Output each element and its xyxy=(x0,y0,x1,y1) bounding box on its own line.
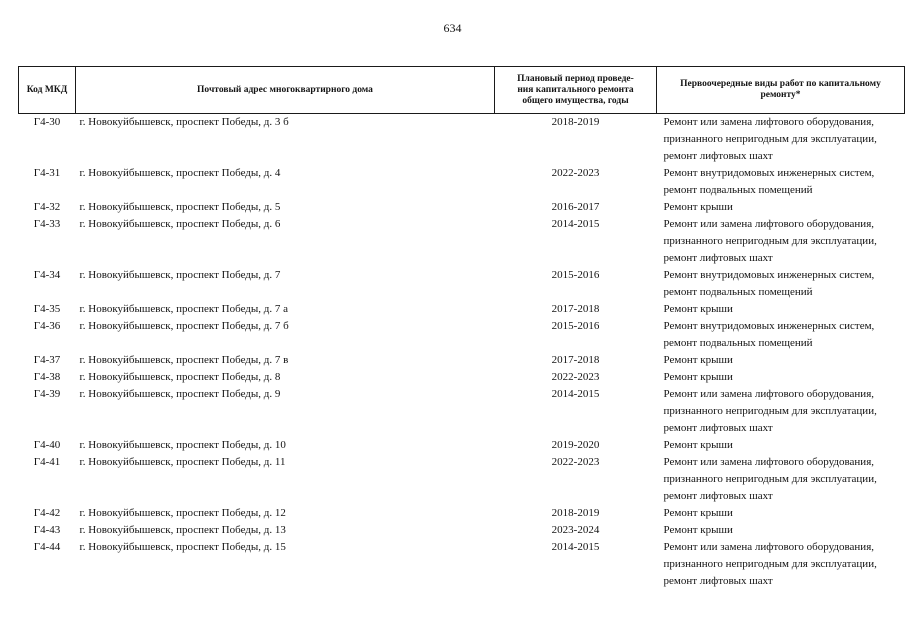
header-period-line: Плановый период проведе- xyxy=(517,73,634,84)
works-cell xyxy=(657,505,905,522)
table-row xyxy=(19,454,905,505)
mkd-code-cell: Г4-40 xyxy=(33,439,61,451)
mkd-code-cell: Г4-36 xyxy=(33,320,61,332)
address-cell: г. Новокуйбышевск, проспект Победы, д. 7 xyxy=(79,269,281,281)
address-cell: г. Новокуйбышевск, проспект Победы, д. 10 xyxy=(79,439,286,451)
works-line: Ремонт крыши xyxy=(663,201,733,213)
table-row xyxy=(19,114,905,166)
mkd-code-cell: Г4-44 xyxy=(33,541,61,553)
mkd-code-cell: Г4-39 xyxy=(33,388,61,400)
works-line: Ремонт или замена лифтового оборудования, xyxy=(663,456,875,468)
period-cell: 2022-2023 xyxy=(551,371,600,383)
works-cell xyxy=(657,369,905,386)
header-period-line: ния капитального ремонта xyxy=(517,84,634,95)
mkd-code-cell: Г4-41 xyxy=(33,456,61,468)
mkd-code-cell: Г4-34 xyxy=(33,269,61,281)
works-cell xyxy=(657,522,905,539)
works-cell xyxy=(657,352,905,369)
works-cell xyxy=(657,267,905,301)
works-cell xyxy=(657,216,905,267)
works-line: признанного непригодным для эксплуатации, xyxy=(663,405,877,417)
mkd-code-cell: Г4-33 xyxy=(33,218,61,230)
period-cell: 2014-2015 xyxy=(551,218,600,230)
works-line: Ремонт крыши xyxy=(663,439,733,451)
table-body xyxy=(19,114,905,591)
period-cell: 2019-2020 xyxy=(551,439,600,451)
works-line: ремонт лифтовых шахт xyxy=(663,422,773,434)
works-line: Ремонт внутридомовых инженерных систем, xyxy=(663,167,875,179)
mkd-code-cell: Г4-43 xyxy=(33,524,61,536)
header-period-line: общего имущества, годы xyxy=(522,95,629,106)
works-cell xyxy=(657,386,905,437)
works-line: ремонт лифтовых шахт xyxy=(663,490,773,502)
works-line: ремонт подвальных помещений xyxy=(663,286,813,298)
works-line: ремонт лифтовых шахт xyxy=(663,150,773,162)
period-cell: 2016-2017 xyxy=(551,201,600,213)
header-address: Почтовый адрес многоквартирного дома xyxy=(76,67,495,114)
address-cell: г. Новокуйбышевск, проспект Победы, д. 7 б xyxy=(79,320,289,332)
address-cell: г. Новокуйбышевск, проспект Победы, д. 7 а xyxy=(79,303,289,315)
works-cell xyxy=(657,199,905,216)
table-row xyxy=(19,352,905,369)
table-row xyxy=(19,301,905,318)
table-row xyxy=(19,165,905,199)
table-row xyxy=(19,539,905,590)
works-line: Ремонт крыши xyxy=(663,524,733,536)
address-cell: г. Новокуйбышевск, проспект Победы, д. 15 xyxy=(79,541,286,553)
works-cell xyxy=(657,318,905,352)
period-cell: 2014-2015 xyxy=(551,388,600,400)
address-cell: г. Новокуйбышевск, проспект Победы, д. 3 б xyxy=(79,116,289,128)
period-cell: 2023-2024 xyxy=(551,524,600,536)
header-period xyxy=(495,67,657,114)
table-row xyxy=(19,505,905,522)
address-cell: г. Новокуйбышевск, проспект Победы, д. 4 xyxy=(79,167,281,179)
works-line: признанного непригодным для эксплуатации, xyxy=(663,558,877,570)
mkd-code-cell: Г4-30 xyxy=(33,116,61,128)
works-line: Ремонт или замена лифтового оборудования, xyxy=(663,388,875,400)
mkd-code-cell: Г4-35 xyxy=(33,303,61,315)
works-cell xyxy=(657,454,905,505)
address-cell: г. Новокуйбышевск, проспект Победы, д. 12 xyxy=(79,507,286,519)
table-header-row xyxy=(19,67,905,114)
table-row xyxy=(19,522,905,539)
table-row xyxy=(19,199,905,216)
header-works xyxy=(657,67,905,114)
address-cell: г. Новокуйбышевск, проспект Победы, д. 11 xyxy=(79,456,286,468)
period-cell: 2017-2018 xyxy=(551,303,600,315)
works-cell xyxy=(657,165,905,199)
address-cell: г. Новокуйбышевск, проспект Победы, д. 9 xyxy=(79,388,281,400)
mkd-code-cell: Г4-31 xyxy=(33,167,61,179)
works-line: Ремонт или замена лифтового оборудования, xyxy=(663,116,875,128)
works-line: Ремонт крыши xyxy=(663,507,733,519)
address-cell: г. Новокуйбышевск, проспект Победы, д. 5 xyxy=(79,201,281,213)
works-line: ремонт подвальных помещений xyxy=(663,337,813,349)
mkd-code-cell: Г4-42 xyxy=(33,507,61,519)
works-line: Ремонт или замена лифтового оборудования, xyxy=(663,218,875,230)
works-line: Ремонт крыши xyxy=(663,354,733,366)
mkd-code-cell: Г4-37 xyxy=(33,354,61,366)
works-cell xyxy=(657,539,905,590)
table-row xyxy=(19,267,905,301)
period-cell: 2022-2023 xyxy=(551,456,600,468)
works-line: признанного непригодным для эксплуатации, xyxy=(663,133,877,145)
table-row xyxy=(19,437,905,454)
works-line: ремонт лифтовых шахт xyxy=(663,575,773,587)
capital-repair-table xyxy=(18,66,905,590)
works-line: Ремонт крыши xyxy=(663,371,733,383)
table-row xyxy=(19,369,905,386)
works-line: признанного непригодным для эксплуатации, xyxy=(663,235,877,247)
table-row xyxy=(19,386,905,437)
works-line: ремонт лифтовых шахт xyxy=(663,252,773,264)
works-cell xyxy=(657,301,905,318)
period-cell: 2022-2023 xyxy=(551,167,600,179)
works-line: признанного непригодным для эксплуатации, xyxy=(663,473,877,485)
table-row xyxy=(19,216,905,267)
page-number: 634 xyxy=(443,21,462,35)
works-line: ремонт подвальных помещений xyxy=(663,184,813,196)
works-line: Ремонт внутридомовых инженерных систем, xyxy=(663,269,875,281)
table-row xyxy=(19,318,905,352)
address-cell: г. Новокуйбышевск, проспект Победы, д. 8 xyxy=(79,371,281,383)
address-cell: г. Новокуйбышевск, проспект Победы, д. 13 xyxy=(79,524,286,536)
works-cell xyxy=(657,437,905,454)
period-cell: 2015-2016 xyxy=(551,269,600,281)
address-cell: г. Новокуйбышевск, проспект Победы, д. 6 xyxy=(79,218,281,230)
period-cell: 2014-2015 xyxy=(551,541,600,553)
header-works-line: ремонту* xyxy=(760,90,801,100)
works-cell xyxy=(657,114,905,166)
header-code: Код МКД xyxy=(19,67,76,114)
period-cell: 2015-2016 xyxy=(551,320,600,332)
period-cell: 2018-2019 xyxy=(551,507,600,519)
header-works-line: Первоочередные виды работ по капитальному xyxy=(680,79,881,89)
mkd-code-cell: Г4-32 xyxy=(33,201,61,213)
mkd-code-cell: Г4-38 xyxy=(33,371,61,383)
works-line: Ремонт или замена лифтового оборудования, xyxy=(663,541,875,553)
period-cell: 2018-2019 xyxy=(551,116,600,128)
works-line: Ремонт внутридомовых инженерных систем, xyxy=(663,320,875,332)
works-line: Ремонт крыши xyxy=(663,303,733,315)
period-cell: 2017-2018 xyxy=(551,354,600,366)
address-cell: г. Новокуйбышевск, проспект Победы, д. 7 в xyxy=(79,354,289,366)
